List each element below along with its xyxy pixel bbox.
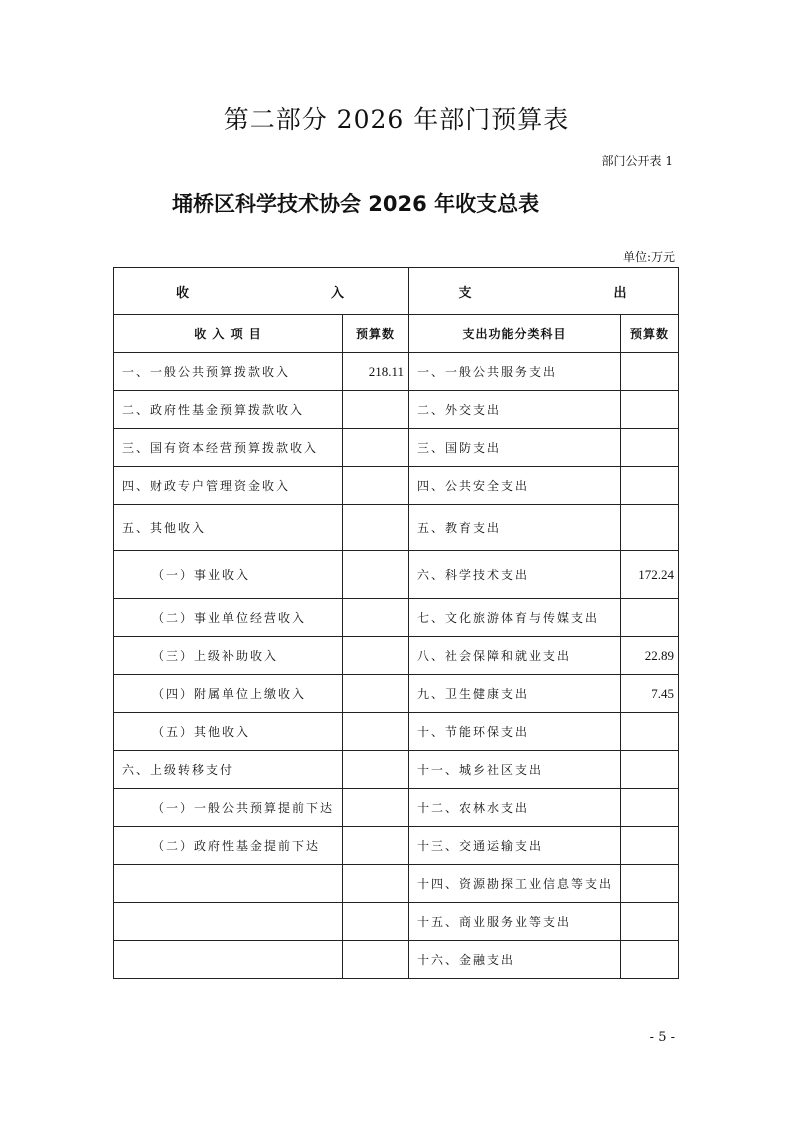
expense-amount-cell: 7.45 [621,675,679,713]
expense-amount-cell: 22.89 [621,637,679,675]
expense-item-cell: 五、教育支出 [409,505,621,551]
header-row-2 [114,315,679,353]
income-amount-cell [343,903,409,941]
expense-amount-cell [621,353,679,391]
income-amount-cell [343,391,409,429]
table-row [114,827,679,865]
expense-item-cell: 十二、农林水支出 [409,789,621,827]
expense-item-cell: 三、国防支出 [409,429,621,467]
expense-item-cell: 九、卫生健康支出 [409,675,621,713]
income-amount-cell [343,429,409,467]
expense-item-cell: 四、公共安全支出 [409,467,621,505]
income-amount-cell [343,675,409,713]
income-amount-cell [343,751,409,789]
income-amount-cell [343,599,409,637]
table-number: 部门公开表 1 [601,154,673,168]
income-item-cell: 一、一般公共预算拨款收入 [114,353,343,391]
income-amount-cell [343,551,409,599]
table-row [114,865,679,903]
expense-amount-cell [621,391,679,429]
income-amount-cell [343,467,409,505]
table-row [114,751,679,789]
income-amount-cell [343,827,409,865]
income-header-char: 收 [175,285,191,301]
expense-amount-cell [621,789,679,827]
income-item-cell: （五）其他收入 [114,713,343,751]
income-item-cell: （二）事业单位经营收入 [114,599,343,637]
expense-header-char: 出 [613,285,629,301]
income-item-cell: （二）政府性基金提前下达 [114,827,343,865]
expense-amount-cell [621,713,679,751]
income-item-cell: （三）上级补助收入 [114,637,343,675]
expense-item-cell: 十六、金融支出 [409,941,621,979]
page-number: - 5 - [649,1030,675,1045]
expense-amount-cell [621,467,679,505]
income-item-cell: （一）一般公共预算提前下达 [114,789,343,827]
table-row [114,675,679,713]
table-row [114,429,679,467]
income-item-cell: 三、国有资本经营预算拨款收入 [114,429,343,467]
income-item-cell: （四）附属单位上缴收入 [114,675,343,713]
page-title: 第二部分 2026 年部门预算表 [223,105,570,134]
header-row-1 [114,268,679,315]
income-amount-cell [343,941,409,979]
expense-item-cell: 十、节能环保支出 [409,713,621,751]
income-item-cell: 四、财政专户管理资金收入 [114,467,343,505]
income-item-cell: 二、政府性基金预算拨款收入 [114,391,343,429]
unit-label: 单位:万元 [622,250,675,264]
income-amount-cell: 218.11 [343,353,409,391]
expense-item-header: 支出功能分类科目 [409,315,621,353]
expense-header [409,268,679,315]
expense-amount-cell: 172.24 [621,551,679,599]
expense-item-cell: 七、文化旅游体育与传媒支出 [409,599,621,637]
expense-item-cell: 十三、交通运输支出 [409,827,621,865]
expense-item-cell: 二、外交支出 [409,391,621,429]
expense-budget-header: 预算数 [621,315,679,353]
income-amount-cell [343,505,409,551]
income-item-cell [114,903,343,941]
table-title: 埇桥区科学技术协会 2026 年收支总表 [172,192,540,216]
table-row [114,789,679,827]
table-row [114,941,679,979]
income-item-cell: （一）事业收入 [114,551,343,599]
expense-amount-cell [621,827,679,865]
table-row [114,505,679,551]
expense-header-char: 支 [458,285,474,301]
expense-amount-cell [621,599,679,637]
table-row [114,599,679,637]
income-budget-header: 预算数 [343,315,409,353]
expense-item-cell: 十一、城乡社区支出 [409,751,621,789]
income-amount-cell [343,637,409,675]
table-row [114,637,679,675]
table-row [114,391,679,429]
expense-amount-cell [621,865,679,903]
expense-item-cell: 十四、资源勘探工业信息等支出 [409,865,621,903]
income-item-cell [114,865,343,903]
table-row [114,551,679,599]
income-amount-cell [343,713,409,751]
income-amount-cell [343,789,409,827]
table-row [114,353,679,391]
income-item-cell: 五、其他收入 [114,505,343,551]
expense-item-cell: 八、社会保障和就业支出 [409,637,621,675]
expense-item-cell: 六、科学技术支出 [409,551,621,599]
table-row [114,903,679,941]
income-amount-cell [343,865,409,903]
income-item-header: 收 入 项 目 [114,315,343,353]
table-row [114,467,679,505]
table-row [114,713,679,751]
expense-amount-cell [621,505,679,551]
expense-amount-cell [621,429,679,467]
expense-amount-cell [621,903,679,941]
income-item-cell: 六、上级转移支付 [114,751,343,789]
income-header [114,268,409,315]
expense-amount-cell [621,941,679,979]
income-header-char: 入 [331,285,347,301]
expense-item-cell: 十五、商业服务业等支出 [409,903,621,941]
income-item-cell [114,941,343,979]
expense-amount-cell [621,751,679,789]
expense-item-cell: 一、一般公共服务支出 [409,353,621,391]
budget-summary-table [113,267,679,979]
